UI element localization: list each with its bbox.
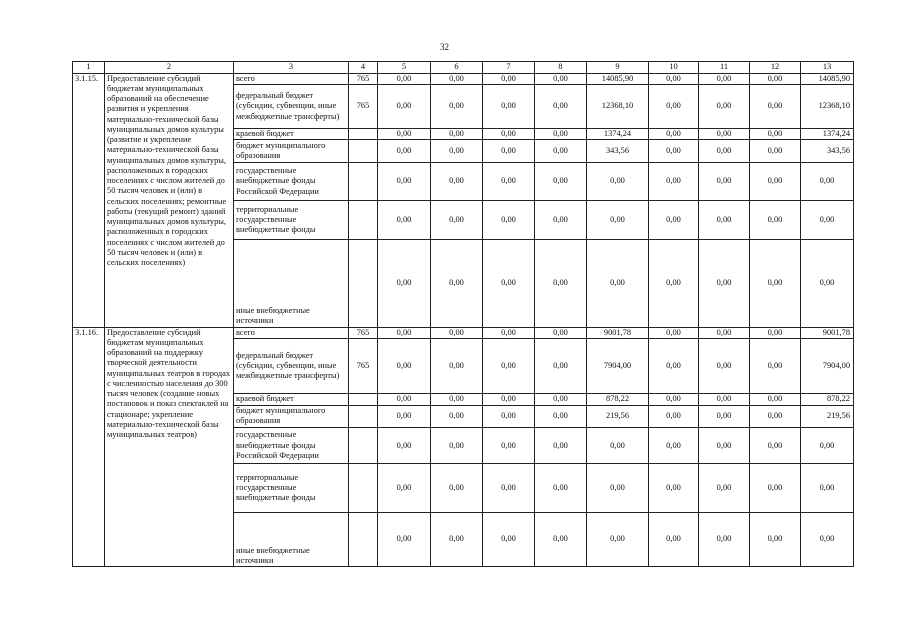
- amount-cell-col5: 0,00: [378, 140, 431, 162]
- table-row: [73, 327, 854, 339]
- funding-source: иные внебюджетные источники: [234, 240, 349, 327]
- amount-cell-col10: 0,00: [649, 140, 699, 162]
- amount-cell-col7: 0,00: [483, 405, 535, 427]
- funding-source: бюджет муниципального образования: [234, 405, 349, 427]
- amount-cell-col13: 14085,90: [801, 73, 854, 85]
- amount-cell-col13: 0,00: [801, 464, 854, 513]
- grbs-code: [349, 128, 378, 140]
- funding-source: федеральный бюджет (субсидии, субвенции, иные межбюджетные трансферты): [234, 85, 349, 129]
- section-description: Предоставление субсидий бюджетам муниципальных образований на поддержку творческой деятельности муниципальных театров в городах с численностью населения до 300 тысяч человек (создание новых постановок и показ спектаклей на стационаре; укрепление материально-технической базы муниципальных театров): [105, 327, 234, 566]
- amount-cell-col7: 0,00: [483, 201, 535, 240]
- funding-source: всего: [234, 327, 349, 339]
- amount-cell-col12: 0,00: [750, 85, 801, 129]
- section-code: 3.1.15.: [73, 73, 105, 327]
- section-code: 3.1.16.: [73, 327, 105, 566]
- amount-cell-col11: 0,00: [699, 140, 750, 162]
- amount-cell-col5: 0,00: [378, 162, 431, 200]
- funding-source: всего: [234, 73, 349, 85]
- amount-cell-col10: 0,00: [649, 464, 699, 513]
- amount-cell-col6: 0,00: [431, 513, 483, 567]
- amount-cell-col5: 0,00: [378, 327, 431, 339]
- amount-cell-col8: 0,00: [535, 85, 587, 129]
- amount-cell-col5: 0,00: [378, 128, 431, 140]
- amount-cell-col6: 0,00: [431, 85, 483, 129]
- amount-cell-col10: 0,00: [649, 162, 699, 200]
- amount-cell-col7: 0,00: [483, 513, 535, 567]
- amount-cell-col5: 0,00: [378, 513, 431, 567]
- amount-cell-col10: 0,00: [649, 339, 699, 394]
- amount-cell-col13: 12368,10: [801, 85, 854, 129]
- grbs-code: [349, 405, 378, 427]
- column-header: 13: [801, 62, 854, 74]
- amount-cell-col9: 0,00: [587, 464, 649, 513]
- amount-cell-col5: 0,00: [378, 405, 431, 427]
- grbs-code: 765: [349, 85, 378, 129]
- amount-cell-col10: 0,00: [649, 405, 699, 427]
- funding-source: государственные внебюджетные фонды Российской Федерации: [234, 162, 349, 200]
- amount-cell-col6: 0,00: [431, 73, 483, 85]
- amount-cell-col5: 0,00: [378, 240, 431, 327]
- amount-cell-col11: 0,00: [699, 327, 750, 339]
- amount-cell-col7: 0,00: [483, 339, 535, 394]
- amount-cell-col10: 0,00: [649, 201, 699, 240]
- grbs-code: [349, 394, 378, 406]
- amount-cell-col9: 0,00: [587, 240, 649, 327]
- amount-cell-col10: 0,00: [649, 513, 699, 567]
- amount-cell-col11: 0,00: [699, 464, 750, 513]
- amount-cell-col7: 0,00: [483, 240, 535, 327]
- column-header: 3: [234, 62, 349, 74]
- amount-cell-col9: 0,00: [587, 428, 649, 464]
- amount-cell-col11: 0,00: [699, 428, 750, 464]
- amount-cell-col8: 0,00: [535, 464, 587, 513]
- amount-cell-col6: 0,00: [431, 327, 483, 339]
- amount-cell-col8: 0,00: [535, 405, 587, 427]
- amount-cell-col13: 0,00: [801, 162, 854, 200]
- grbs-code: [349, 464, 378, 513]
- amount-cell-col9: 343,56: [587, 140, 649, 162]
- amount-cell-col6: 0,00: [431, 162, 483, 200]
- amount-cell-col9: 0,00: [587, 513, 649, 567]
- amount-cell-col12: 0,00: [750, 240, 801, 327]
- amount-cell-col12: 0,00: [750, 128, 801, 140]
- amount-cell-col8: 0,00: [535, 162, 587, 200]
- amount-cell-col7: 0,00: [483, 394, 535, 406]
- column-header: 11: [699, 62, 750, 74]
- amount-cell-col7: 0,00: [483, 85, 535, 129]
- amount-cell-col6: 0,00: [431, 240, 483, 327]
- amount-cell-col5: 0,00: [378, 85, 431, 129]
- amount-cell-col9: 878,22: [587, 394, 649, 406]
- amount-cell-col8: 0,00: [535, 339, 587, 394]
- amount-cell-col5: 0,00: [378, 428, 431, 464]
- column-header: 7: [483, 62, 535, 74]
- page-number: 32: [440, 42, 449, 52]
- funding-source: иные внебюджетные источники: [234, 513, 349, 567]
- amount-cell-col6: 0,00: [431, 128, 483, 140]
- column-header: 10: [649, 62, 699, 74]
- amount-cell-col13: 343,56: [801, 140, 854, 162]
- amount-cell-col9: 14085,90: [587, 73, 649, 85]
- section-description: Предоставление субсидий бюджетам муниципальных образований на обеспечение развития и укрепления материально-технической базы муниципальных домов культуры (развитие и укрепление материально-технической базы муниципальных домов культуры, расположенных в городских поселениях с числом жителей до 50 тысяч человек и (или) в сельских поселениях; ремонтные работы (текущий ремонт) зданий муниципальных домов культуры, расположенных в городских поселениях с числом жителей до 50 тысяч человек и (или) в сельских поселениях): [105, 73, 234, 327]
- amount-cell-col12: 0,00: [750, 428, 801, 464]
- grbs-code: 765: [349, 73, 378, 85]
- amount-cell-col7: 0,00: [483, 140, 535, 162]
- table-row: [73, 73, 854, 85]
- amount-cell-col6: 0,00: [431, 464, 483, 513]
- amount-cell-col8: 0,00: [535, 428, 587, 464]
- amount-cell-col11: 0,00: [699, 128, 750, 140]
- amount-cell-col5: 0,00: [378, 201, 431, 240]
- funding-source: краевой бюджет: [234, 128, 349, 140]
- amount-cell-col8: 0,00: [535, 240, 587, 327]
- grbs-code: [349, 428, 378, 464]
- amount-cell-col11: 0,00: [699, 394, 750, 406]
- amount-cell-col6: 0,00: [431, 201, 483, 240]
- grbs-code: [349, 162, 378, 200]
- amount-cell-col7: 0,00: [483, 428, 535, 464]
- column-header: 2: [105, 62, 234, 74]
- amount-cell-col10: 0,00: [649, 240, 699, 327]
- funding-source: бюджет муниципального образования: [234, 140, 349, 162]
- grbs-code: [349, 201, 378, 240]
- amount-cell-col7: 0,00: [483, 128, 535, 140]
- amount-cell-col13: 1374,24: [801, 128, 854, 140]
- column-header: 6: [431, 62, 483, 74]
- amount-cell-col6: 0,00: [431, 405, 483, 427]
- amount-cell-col11: 0,00: [699, 201, 750, 240]
- amount-cell-col5: 0,00: [378, 464, 431, 513]
- amount-cell-col6: 0,00: [431, 394, 483, 406]
- amount-cell-col9: 9001,78: [587, 327, 649, 339]
- funding-source: федеральный бюджет (субсидии, субвенции, иные межбюджетные трансферты): [234, 339, 349, 394]
- amount-cell-col7: 0,00: [483, 162, 535, 200]
- amount-cell-col12: 0,00: [750, 162, 801, 200]
- amount-cell-col12: 0,00: [750, 339, 801, 394]
- amount-cell-col13: 0,00: [801, 240, 854, 327]
- grbs-code: [349, 513, 378, 567]
- amount-cell-col9: 1374,24: [587, 128, 649, 140]
- amount-cell-col9: 0,00: [587, 162, 649, 200]
- amount-cell-col8: 0,00: [535, 201, 587, 240]
- column-header: 12: [750, 62, 801, 74]
- column-header: 5: [378, 62, 431, 74]
- amount-cell-col10: 0,00: [649, 85, 699, 129]
- amount-cell-col5: 0,00: [378, 339, 431, 394]
- amount-cell-col11: 0,00: [699, 240, 750, 327]
- column-header: 9: [587, 62, 649, 74]
- amount-cell-col8: 0,00: [535, 73, 587, 85]
- amount-cell-col8: 0,00: [535, 327, 587, 339]
- amount-cell-col11: 0,00: [699, 73, 750, 85]
- funding-source: территориальные государственные внебюджетные фонды: [234, 201, 349, 240]
- amount-cell-col10: 0,00: [649, 128, 699, 140]
- grbs-code: [349, 140, 378, 162]
- amount-cell-col5: 0,00: [378, 73, 431, 85]
- amount-cell-col11: 0,00: [699, 162, 750, 200]
- amount-cell-col8: 0,00: [535, 128, 587, 140]
- amount-cell-col12: 0,00: [750, 140, 801, 162]
- amount-cell-col8: 0,00: [535, 140, 587, 162]
- amount-cell-col13: 219,56: [801, 405, 854, 427]
- amount-cell-col13: 0,00: [801, 201, 854, 240]
- amount-cell-col10: 0,00: [649, 394, 699, 406]
- amount-cell-col12: 0,00: [750, 513, 801, 567]
- amount-cell-col5: 0,00: [378, 394, 431, 406]
- amount-cell-col12: 0,00: [750, 394, 801, 406]
- amount-cell-col8: 0,00: [535, 513, 587, 567]
- amount-cell-col7: 0,00: [483, 464, 535, 513]
- amount-cell-col6: 0,00: [431, 339, 483, 394]
- amount-cell-col6: 0,00: [431, 140, 483, 162]
- amount-cell-col12: 0,00: [750, 73, 801, 85]
- amount-cell-col12: 0,00: [750, 464, 801, 513]
- funding-source: краевой бюджет: [234, 394, 349, 406]
- amount-cell-col13: 7904,00: [801, 339, 854, 394]
- grbs-code: [349, 240, 378, 327]
- grbs-code: 765: [349, 327, 378, 339]
- amount-cell-col11: 0,00: [699, 513, 750, 567]
- funding-source: территориальные государственные внебюджетные фонды: [234, 464, 349, 513]
- budget-table: [72, 61, 854, 567]
- amount-cell-col9: 0,00: [587, 201, 649, 240]
- amount-cell-col10: 0,00: [649, 428, 699, 464]
- amount-cell-col8: 0,00: [535, 394, 587, 406]
- amount-cell-col11: 0,00: [699, 85, 750, 129]
- amount-cell-col12: 0,00: [750, 327, 801, 339]
- amount-cell-col12: 0,00: [750, 201, 801, 240]
- grbs-code: 765: [349, 339, 378, 394]
- amount-cell-col13: 878,22: [801, 394, 854, 406]
- column-number-row: [73, 62, 854, 74]
- funding-source: государственные внебюджетные фонды Российской Федерации: [234, 428, 349, 464]
- amount-cell-col11: 0,00: [699, 405, 750, 427]
- amount-cell-col9: 219,56: [587, 405, 649, 427]
- amount-cell-col12: 0,00: [750, 405, 801, 427]
- amount-cell-col10: 0,00: [649, 73, 699, 85]
- amount-cell-col9: 12368,10: [587, 85, 649, 129]
- amount-cell-col13: 0,00: [801, 513, 854, 567]
- amount-cell-col9: 7904,00: [587, 339, 649, 394]
- amount-cell-col10: 0,00: [649, 327, 699, 339]
- amount-cell-col7: 0,00: [483, 73, 535, 85]
- amount-cell-col11: 0,00: [699, 339, 750, 394]
- amount-cell-col13: 0,00: [801, 428, 854, 464]
- column-header: 4: [349, 62, 378, 74]
- column-header: 1: [73, 62, 105, 74]
- amount-cell-col7: 0,00: [483, 327, 535, 339]
- column-header: 8: [535, 62, 587, 74]
- amount-cell-col13: 9001,78: [801, 327, 854, 339]
- amount-cell-col6: 0,00: [431, 428, 483, 464]
